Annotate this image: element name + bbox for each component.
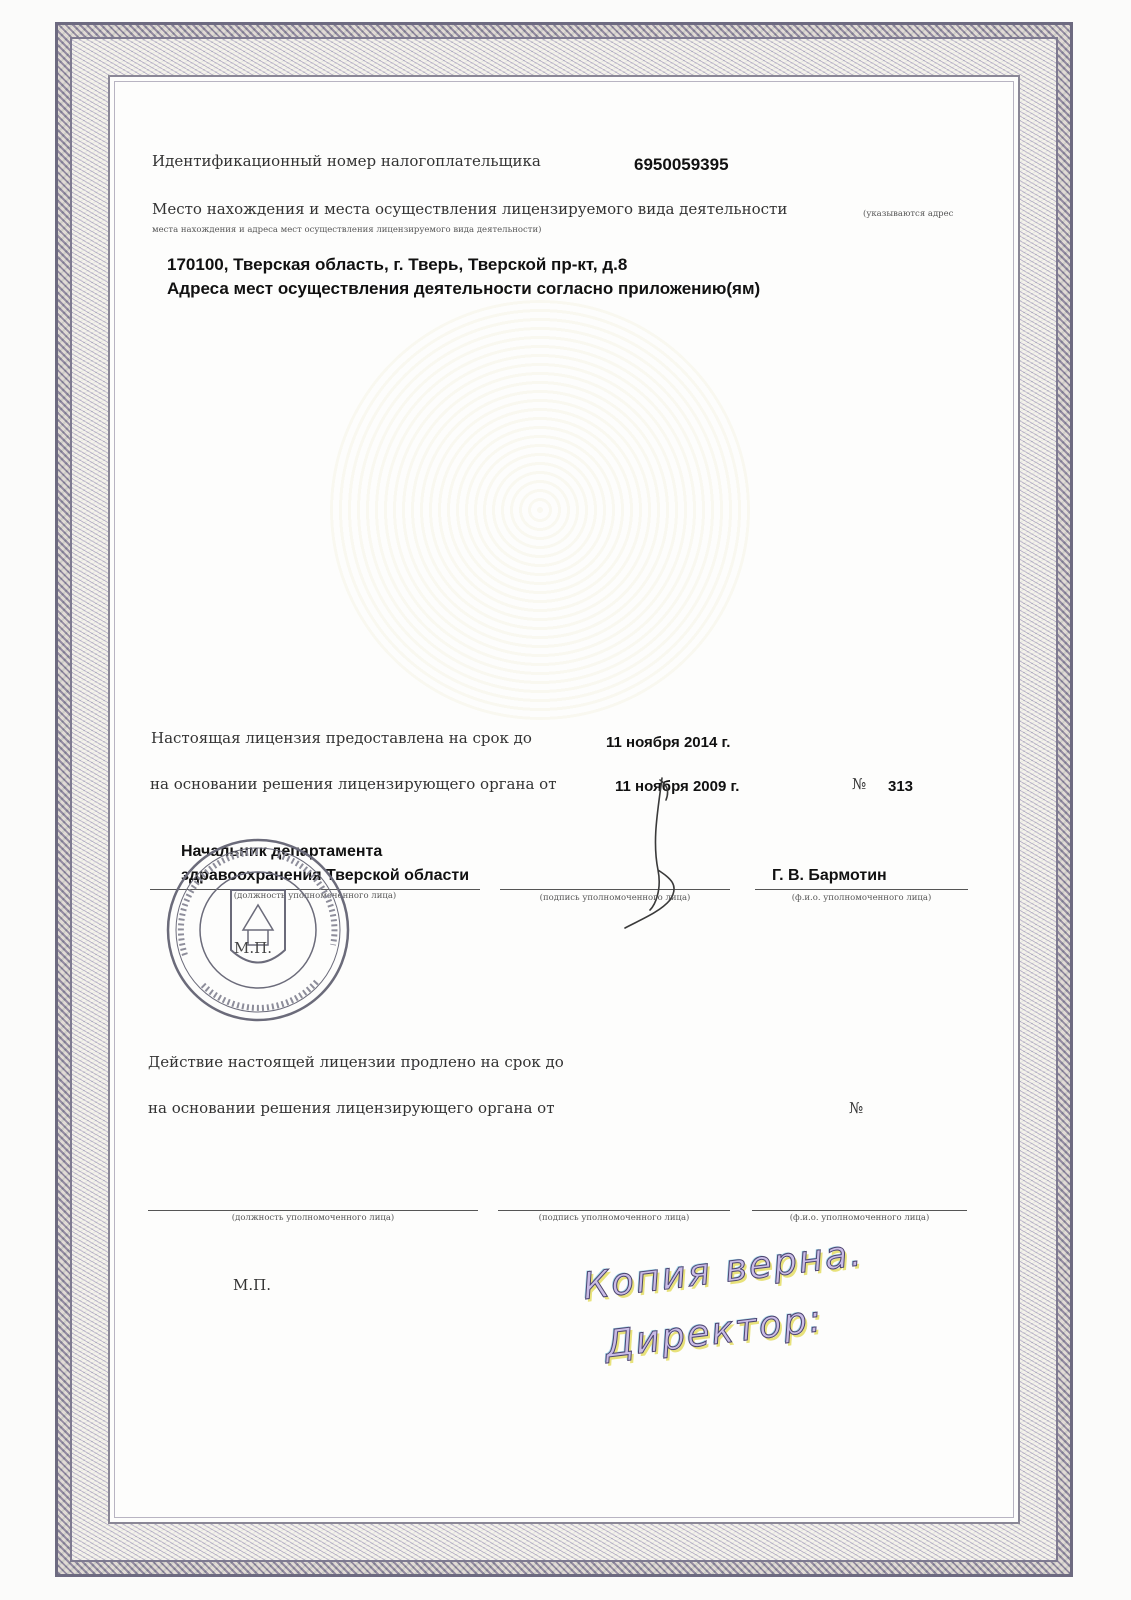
address-line-1: 170100, Тверская область, г. Тверь, Тверской пр-кт, д.8 xyxy=(167,255,628,274)
validity-term-label: Настоящая лицензия предоставлена на срок до xyxy=(151,729,532,747)
caption-signature: (подпись уполномоченного лица) xyxy=(539,893,691,903)
extension-basis-label: на основании решения лицензирующего органа от xyxy=(148,1099,555,1117)
taxpayer-id-value: 6950059395 xyxy=(634,155,729,174)
extension-caption-name: (ф.и.о. уполномоченного лица) xyxy=(789,1213,930,1223)
basis-date: 11 ноября 2009 г. xyxy=(615,778,740,795)
extension-number-sign: № xyxy=(849,1099,864,1117)
extension-name-underline xyxy=(752,1210,967,1211)
signatory-position-1: Начальник департамента xyxy=(181,843,383,860)
name-underline xyxy=(755,889,968,890)
validity-term-value: 11 ноября 2014 г. xyxy=(606,734,731,751)
extension-position-underline xyxy=(148,1210,478,1211)
handwritten-signature xyxy=(600,760,740,935)
official-seal xyxy=(163,835,353,1025)
address-line-2: Адреса мест осуществления деятельности согласно приложению(ям) xyxy=(167,279,761,298)
location-note-2: места нахождения и адреса мест осуществления лицензируемого вида деятельности) xyxy=(152,225,542,235)
extension-term-label: Действие настоящей лицензии продлено на срок до xyxy=(148,1053,564,1071)
number-sign: № xyxy=(852,775,867,793)
caption-position: (должность уполномоченного лица) xyxy=(233,891,397,901)
seal-mark-label: М.П. xyxy=(234,939,272,957)
signatory-position-2: здравоохранения Тверской области xyxy=(181,867,470,884)
extension-seal-mark: М.П. xyxy=(233,1276,271,1294)
signatory-name: Г. В. Бармотин xyxy=(772,867,887,884)
location-label: Место нахождения и места осуществления лицензируемого вида деятельности xyxy=(152,200,788,218)
taxpayer-id-label: Идентификационный номер налогоплательщика xyxy=(152,152,541,170)
location-note-1: (указываются адрес xyxy=(863,209,954,219)
basis-label: на основании решения лицензирующего органа от xyxy=(150,775,557,793)
caption-name: (ф.и.о. уполномоченного лица) xyxy=(791,893,932,903)
director-stamp: Директор: xyxy=(602,1296,826,1367)
license-number: 313 xyxy=(888,778,914,795)
extension-caption-signature: (подпись уполномоченного лица) xyxy=(538,1213,690,1223)
extension-caption-position: (должность уполномоченного лица) xyxy=(231,1213,395,1223)
background-watermark xyxy=(330,300,750,720)
extension-signature-underline xyxy=(498,1210,730,1211)
copy-certified-stamp: Копия верна. xyxy=(580,1230,866,1309)
